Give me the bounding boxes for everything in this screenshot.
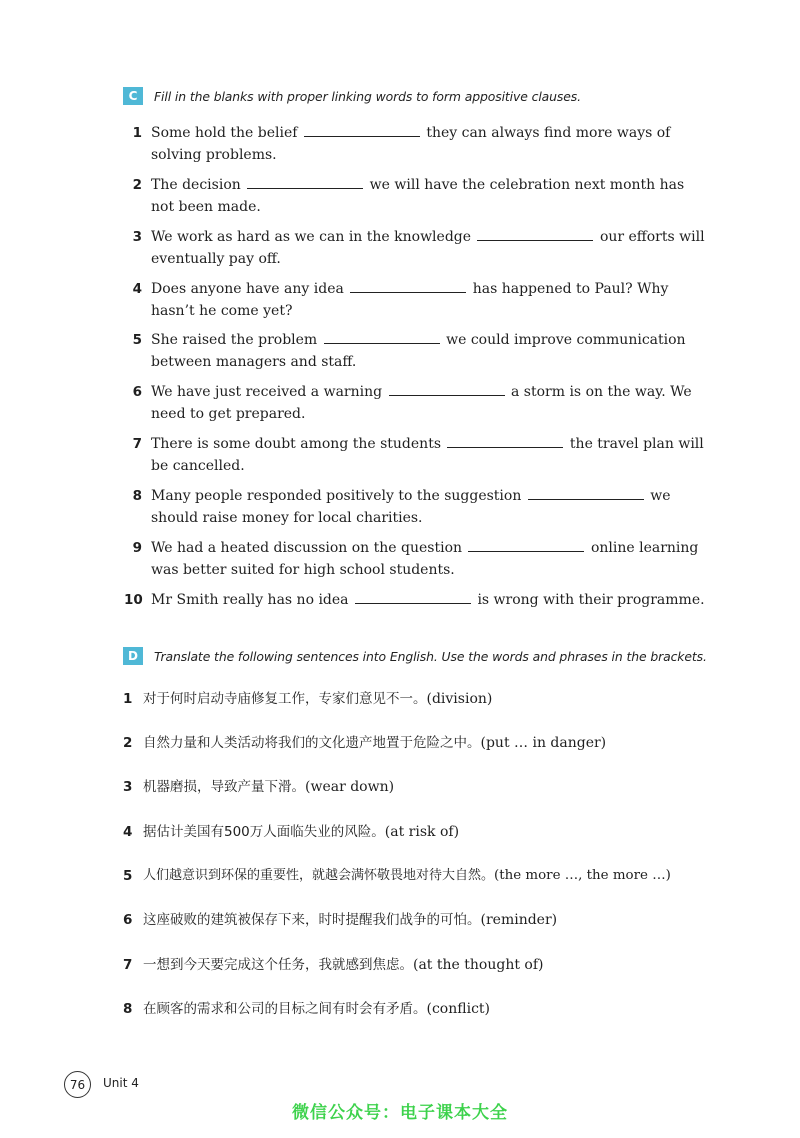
item-number: 3 <box>123 779 133 795</box>
item-number: 4 <box>132 281 142 297</box>
section-d-header <box>123 647 707 665</box>
chinese-sentence: 机器磨损，导致产量下滑。 <box>143 779 305 795</box>
section-d-instruction: Translate the following sentences into English. Use the words and phrases in the brackets. <box>154 648 707 664</box>
sentence-part: we could improve communication <box>446 332 686 348</box>
sentence-continuation: eventually pay off. <box>151 251 281 267</box>
sentence-part: We work as hard as we can in the knowledge <box>151 229 472 245</box>
sentence-continuation: was better suited for high school students. <box>151 562 455 578</box>
hint-phrase: (at risk of) <box>384 824 460 840</box>
chinese-sentence: 一想到今天要完成这个任务，我就感到焦虑。 <box>143 957 413 973</box>
item-number: 5 <box>132 332 142 348</box>
answer-blank[interactable] <box>389 384 505 396</box>
sentence-part: Some hold the belief <box>151 125 298 141</box>
sentence-continuation: should raise money for local charities. <box>151 510 423 526</box>
sentence-continuation: need to get prepared. <box>151 406 306 422</box>
sentence-part: has happened to Paul? Why <box>472 281 669 297</box>
sentence-continuation: solving problems. <box>151 147 277 163</box>
unit-label: Unit 4 <box>103 1076 139 1090</box>
item-number: 1 <box>132 125 142 141</box>
item-number: 7 <box>123 957 133 973</box>
section-d-badge: D <box>123 647 143 665</box>
chinese-sentence: 对于何时启动寺庙修复工作，专家们意见不一。 <box>143 691 427 707</box>
sentence-part: Mr Smith really has no idea <box>151 592 349 608</box>
chinese-sentence: 人们越意识到环保的重要性，就越会满怀敬畏地对待大自然。 <box>143 868 495 883</box>
sentence-part: they can always find more ways of <box>426 125 671 141</box>
hint-phrase: (put … in danger) <box>480 735 607 751</box>
sentence-part: the travel plan will <box>569 436 704 452</box>
answer-blank[interactable] <box>350 281 466 293</box>
item-number: 8 <box>132 488 142 504</box>
sentence-part: is wrong with their programme. <box>477 592 705 608</box>
hint-phrase: (wear down) <box>305 779 395 795</box>
item-number: 3 <box>132 229 142 245</box>
watermark-text: 微信公众号：电子课本大全 <box>292 1103 508 1123</box>
sentence-part: our efforts will <box>599 229 705 245</box>
hint-phrase: (the more …, the more …) <box>494 868 671 883</box>
item-number: 2 <box>132 177 142 193</box>
hint-phrase: (division) <box>426 691 493 707</box>
hint-phrase: (reminder) <box>480 912 558 928</box>
answer-blank[interactable] <box>355 592 471 604</box>
sentence-continuation: not been made. <box>151 199 261 215</box>
hint-phrase: (at the thought of) <box>413 957 544 973</box>
chinese-sentence: 这座破败的建筑被保存下来，时时提醒我们战争的可怕。 <box>143 912 481 928</box>
hint-phrase: (conflict) <box>426 1001 490 1017</box>
item-number: 10 <box>124 592 143 608</box>
item-number: 7 <box>132 436 142 452</box>
chinese-sentence: 据估计美国有500万人面临失业的风险。 <box>143 824 385 840</box>
sentence-part: online learning <box>590 540 699 556</box>
item-number: 2 <box>123 735 133 751</box>
item-number: 1 <box>123 691 133 707</box>
item-number: 4 <box>123 824 133 840</box>
section-c-badge: C <box>123 87 143 105</box>
answer-blank[interactable] <box>324 332 440 344</box>
sentence-continuation: hasn’t he come yet? <box>151 303 293 319</box>
item-number: 9 <box>132 540 142 556</box>
answer-blank[interactable] <box>468 540 584 552</box>
sentence-continuation: between managers and staff. <box>151 354 357 370</box>
answer-blank[interactable] <box>528 488 644 500</box>
sentence-part: We had a heated discussion on the question <box>151 540 463 556</box>
answer-blank[interactable] <box>447 436 563 448</box>
page-number: 76 <box>64 1071 91 1098</box>
item-number: 8 <box>123 1001 133 1017</box>
sentence-part: Many people responded positively to the suggestion <box>151 488 522 504</box>
sentence-part: There is some doubt among the students <box>151 436 442 452</box>
sentence-part: The decision <box>151 177 241 193</box>
answer-blank[interactable] <box>477 229 593 241</box>
sentence-part: Does anyone have any idea <box>151 281 344 297</box>
chinese-sentence: 在顾客的需求和公司的目标之间有时会有矛盾。 <box>143 1001 427 1017</box>
chinese-sentence: 自然力量和人类活动将我们的文化遗产地置于危险之中。 <box>143 735 481 751</box>
sentence-part: we will have the celebration next month has <box>369 177 685 193</box>
sentence-continuation: be cancelled. <box>151 458 245 474</box>
answer-blank[interactable] <box>247 177 363 189</box>
sentence-part: we <box>650 488 671 504</box>
item-number: 5 <box>123 868 133 884</box>
sentence-part: She raised the problem <box>151 332 318 348</box>
item-number: 6 <box>123 912 133 928</box>
sentence-part: We have just received a warning <box>151 384 383 400</box>
section-c-header <box>123 87 581 105</box>
section-c-instruction: Fill in the blanks with proper linking words to form appositive clauses. <box>154 88 581 104</box>
answer-blank[interactable] <box>304 125 420 137</box>
sentence-part: a storm is on the way. We <box>511 384 692 400</box>
item-number: 6 <box>132 384 142 400</box>
